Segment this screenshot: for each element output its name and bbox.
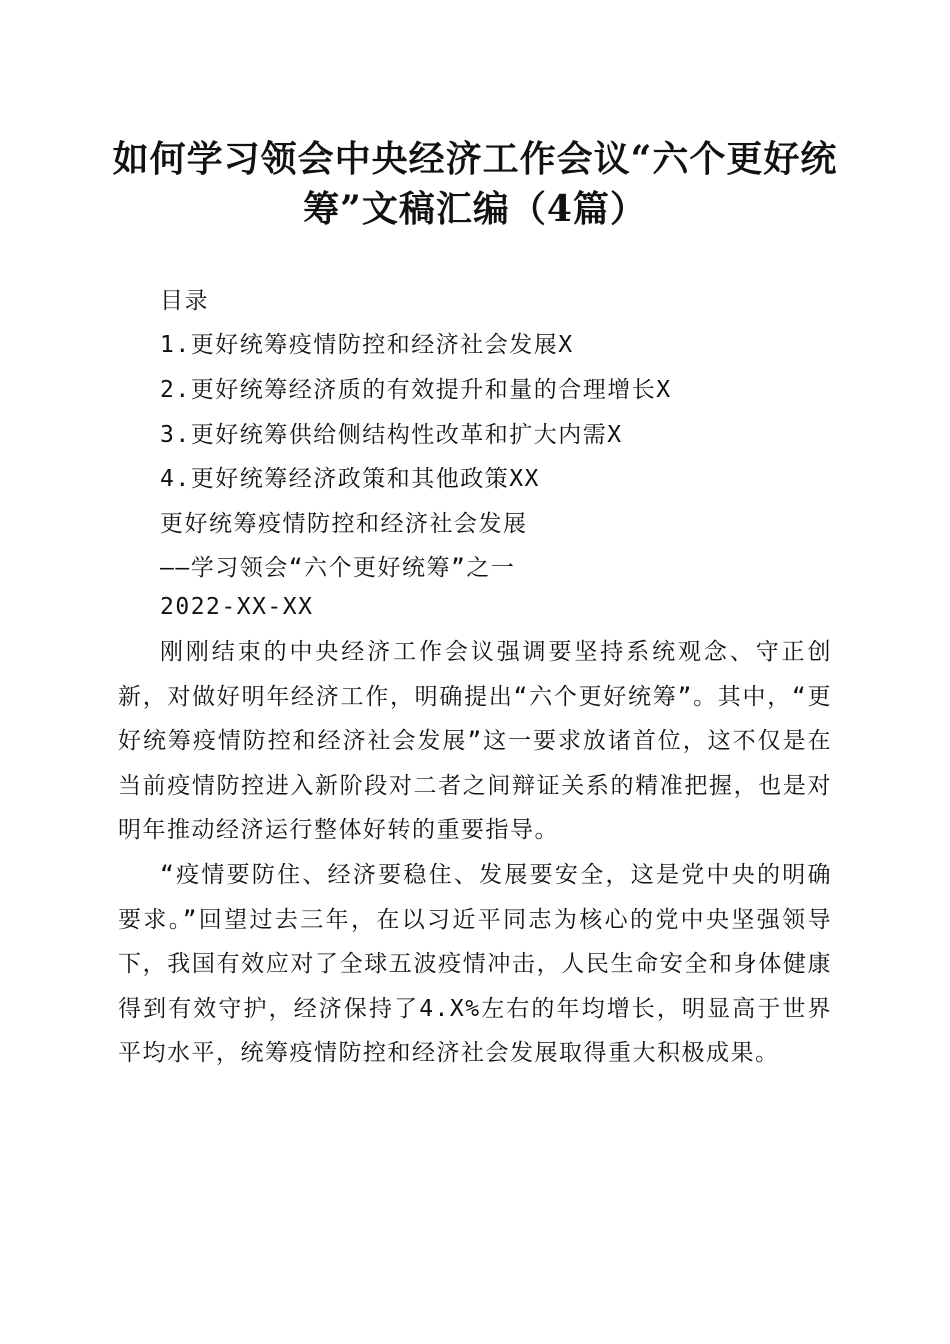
toc-item-4: 4.更好统筹经济政策和其他政策XX — [160, 466, 540, 492]
document-title-line-2: 筹”文稿汇编（4篇） — [303, 188, 647, 230]
toc-item-2: 2.更好统筹经济质的有效提升和量的合理增长X — [160, 377, 672, 403]
toc-heading: 目录 — [160, 288, 209, 314]
article-title: 更好统筹疫情防控和经济社会发展 — [160, 511, 528, 537]
article-subtitle: ——学习领会“六个更好统筹”之一 — [160, 555, 516, 581]
article-date: 2022-XX-XX — [160, 594, 314, 620]
document-title — [110, 134, 840, 234]
toc-item-1: 1.更好统筹疫情防控和经济社会发展X — [160, 332, 574, 358]
article-paragraph-1: 刚刚结束的中央经济工作会议强调要坚持系统观念、守正创新，对做好明年经济工作，明确提出“六个更好统筹”。其中，“更好统筹疫情防控和经济社会发展”这一要求放诸首位，这不仅是在当前疫情防控进入新阶段对二者之间辩证关系的精准把握，也是对明年推动经济运行整体好转的重要指导。 — [118, 639, 832, 843]
document-title-line-1: 如何学习领会中央经济工作会议“六个更好统 — [112, 138, 838, 180]
article-paragraph-2: “疫情要防住、经济要稳住、发展要安全，这是党中央的明确要求。”回望过去三年，在以习近平同志为核心的党中央坚强领导下，我国有效应对了全球五波疫情冲击，人民生命安全和身体健康得到有效守护，经济保持了4.X%左右的年均增长，明显高于世界平均水平，统筹疫情防控和经济社会发展取得重大积极成果。 — [118, 862, 832, 1066]
toc-item-3: 3.更好统筹供给侧结构性改革和扩大内需X — [160, 422, 623, 448]
